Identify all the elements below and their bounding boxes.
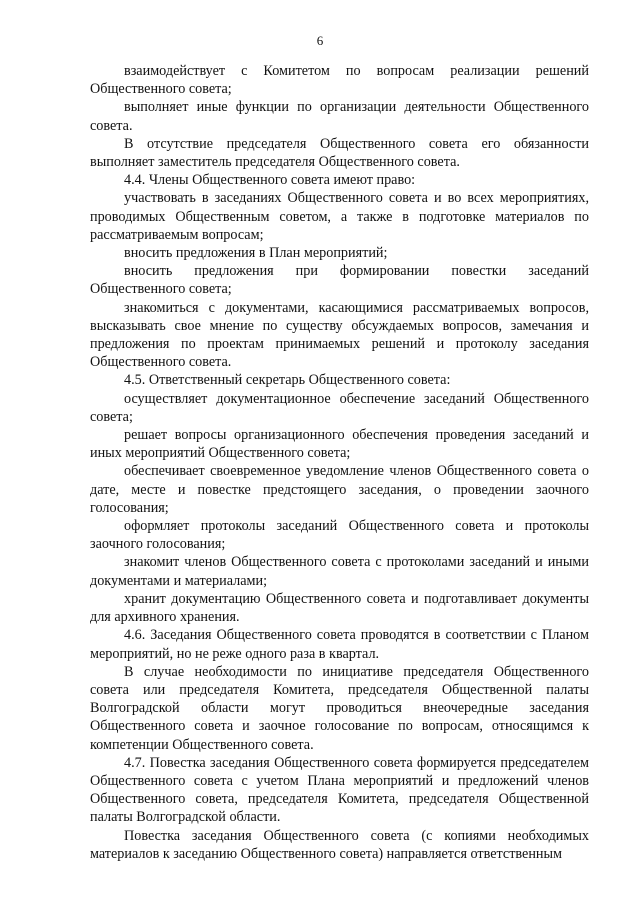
paragraph: выполняет иные функции по организации деятельности Общественного совета.: [90, 99, 589, 134]
paragraph: вносить предложения при формировании повестки заседаний Общественного совета;: [90, 263, 589, 298]
paragraph: В отсутствие председателя Общественного совета его обязанности выполняет заместитель председателя Общественного совета.: [90, 135, 589, 171]
paragraph: взаимодействует с Комитетом по вопросам реализации решений Общественного совета;: [90, 63, 589, 98]
page-number: 6: [316, 33, 324, 48]
paragraph: Повестка заседания Общественного совета (с копиями необходимых материалов к заседанию Общественного совета) направляется ответственным: [90, 827, 589, 862]
section-4-6: 4.6. Заседания Общественного совета проводятся в соответствии с Планом мероприятий, но не реже одного раза в квартал.: [90, 627, 589, 662]
paragraph: решает вопросы организационного обеспечения проведения заседаний и иных мероприятий Общественного совета;: [90, 427, 589, 462]
paragraph: обеспечивает своевременное уведомление членов Общественного совета о дате, месте и повестке предстоящего заседания, о проведении заочного голосования;: [90, 463, 589, 516]
paragraph: В случае необходимости по инициативе председателя Общественного совета или председателя Комитета, председателя Общественной палаты Волгоградской области могут проводиться внеочередные заседания Общественного совета и заочное голосование по вопросам, относящимся к компетенции Общественного совета.: [90, 663, 589, 753]
paragraph: участвовать в заседаниях Общественного совета и во всех мероприятиях, проводимых Общественным советом, а также в подготовке материалов по рассматриваемым вопросам;: [90, 190, 589, 243]
section-heading-4-5: 4.5. Ответственный секретарь Общественного совета:: [124, 372, 451, 389]
document-body: [90, 62, 589, 863]
section-heading-4-4: 4.4. Члены Общественного совета имеют право:: [124, 172, 416, 189]
paragraph: хранит документацию Общественного совета и подготавливает документы для архивного хранения.: [90, 590, 589, 626]
paragraph: оформляет протоколы заседаний Общественного совета и протоколы заочного голосования;: [90, 518, 589, 553]
paragraph: знакомиться с документами, касающимися рассматриваемых вопросов, высказывать свое мнение по существу обсуждаемых вопросов, замечания и предложения по проектам принимаемых решений и протоколу заседания Общественного совета.: [90, 299, 589, 371]
section-4-7: 4.7. Повестка заседания Общественного совета формируется председателем Общественного совета с учетом Плана мероприятий и предложений членов Общественного совета, председателя Комитета, председателя Общественной палаты Волгоградской области.: [90, 754, 589, 826]
paragraph: знакомит членов Общественного совета с протоколами заседаний и иными документами и материалами;: [90, 554, 589, 589]
paragraph: вносить предложения в План мероприятий;: [124, 245, 388, 262]
paragraph: осуществляет документационное обеспечение заседаний Общественного совета;: [90, 390, 589, 425]
